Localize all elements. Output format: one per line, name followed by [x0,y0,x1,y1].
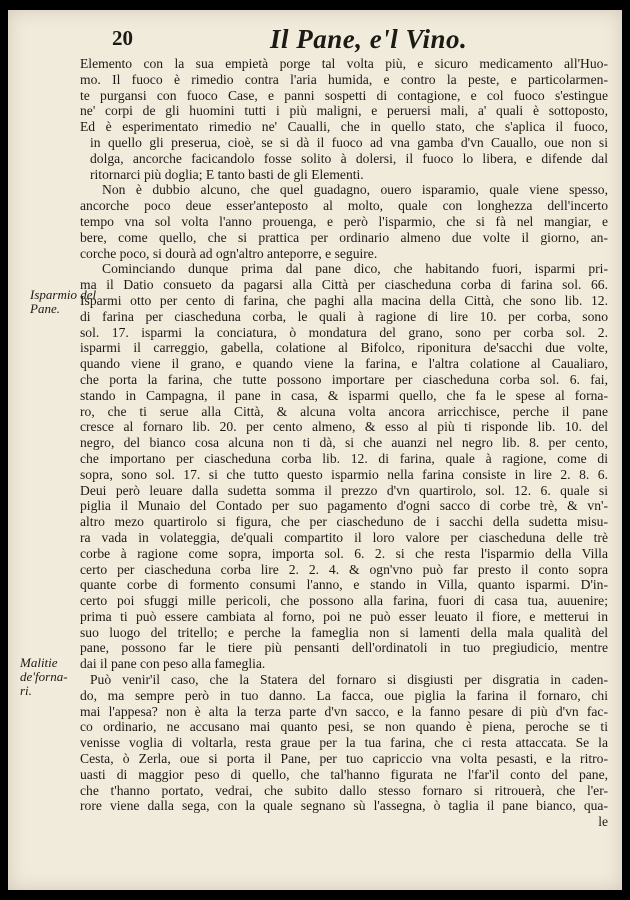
text-line: isparmi il carreggio, gabella, colatione al Bifolco, riponitura de'sacchi due volte, [80,340,608,356]
text-line: certo poi sfuggi mille pericoli, che possono alla farina, fuori di casa tua, auuenire; [80,593,608,609]
text-line: uasti di maggior peso di quello, che tal'hanno figurata ne l'far'il conto del pane, [80,766,608,782]
text-line: co ordinario, ne accusano mai quanto pesi, se non quando è piena, peroche se ti [80,719,608,735]
text-line: Non è dubbio alcuno, che quel guadagno, ouero isparamio, quale viene spesso, [102,182,608,198]
text-line: ritornarci più doglia; E tanto basti de gli Elementi. [90,166,364,182]
text-line: corche poco, si dourà ad ogn'altro anteporre, e seguire. [80,245,378,261]
text-line: ancorche poco deue esser'anteposto al molto, quale con longhezza dell'incerto [80,198,608,214]
text-line: Può venir'il caso, che la Statera del fornaro si disgiusti per disgratia in caden- [90,672,608,688]
catchword: le [598,814,608,830]
margin-note-line: Pane. [30,301,60,316]
text-line: Cesta, ò Zerla, oue si porta il Pane, per tuo capriccio vna volta pesasti, e la ritro- [80,751,608,767]
text-line: bere, come quello, che si prattica per ordinario almeno due volte il giorno, an- [80,229,608,245]
book-page [8,10,622,890]
text-line: Cominciando dunque prima dal pane dico, che habitando fuori, isparmi pri- [102,261,608,277]
text-line: ro, che ti serue alla Città, & alcuna volta ancora arricchisce, perche il pane [80,403,608,419]
text-line: mo. Il fuoco è rimedio contra l'aria humida, e contro la peste, e particolarmen- [80,71,608,87]
text-line: Ed è esperimentato rimedio ne' Caualli, che in quello stato, che s'aplica il fuoco, [80,119,608,135]
text-line: ra vada in volateggia, de'quali compartito il loro valore per ciascheduna delle trè [80,529,608,545]
text-line: certo per ciascheduna corba lire 2. 2. 4. & ogn'vno può far presto il conto sopra [80,561,608,577]
body-text [80,56,608,830]
text-line: che importano per ciascheduna corba lib. 12. di farina, quale à ragione, come di [80,450,608,466]
text-line: Isparmi otto per cento di farina, che paghi alla macina della Città, che sono lib. 12. [80,292,608,308]
text-line: suo luogo del tritello; e perche la fameglia non si lamenti della mala qualità del [80,624,608,640]
text-line: quando viene il grano, e quando viene la farina, e l'altra colatione al Caualiaro, [80,356,608,372]
text-line: rore viene dalla sega, con la quale segnano sù l'assegna, ò taglia il pane bianco, qua- [80,798,608,814]
text-line: piglia il Munaio del Contado per suo pagamento d'ogni sacco di corbe trè, & vn'- [80,498,608,514]
text-line: tempo vna sol volta l'anno prouenga, e però l'isparmio, che si fà nel mangiar, e [80,213,608,229]
text-line: in quello gli preserua, cioè, se si dà il fuoco ad vna gamba d'vn Cauallo, oue non si [90,134,608,150]
text-line: quante corbe di formento consumi l'anno, e stando in Villa, quanto isparmi. D'in- [80,577,608,593]
text-line: dai il pane con peso alla fameglia. [80,656,266,672]
text-line: altro mezo quartirolo si figura, che per ciascheduno de i sacchi della sudetta misu- [80,514,608,530]
text-line: negro, del bianco cosa alcuna non ti dà, si che auanzi nel negro lib. 8. per cento, [80,435,608,451]
text-line: ne' corpi de gli huomini tutti i più maligni, e peruersi mali, a' quali è sottoposto, [80,103,608,119]
text-line: che porta la farina, che tutte possono importare per ciascheduna corba sol. 6. fai, [80,371,608,387]
text-line: Deui però leuare dalla sudetta somma il prezzo d'vn quartirolo, sol. 12. 6. quale si [80,482,608,498]
text-line: pane, possono far le tiere più pensanti dell'ordinatoli in tuo pregiudicio, mentre [80,640,608,656]
margin-note-line: ri. [20,683,32,698]
text-line: te purgansi con fuoco Case, e panni sospetti di contagione, e col fuoco s'estingue [80,87,608,103]
text-line: sopra, sono sol. 17. si che tutto questo isparmio nella farina consiste in lire 2. 8. 6. [80,466,608,482]
text-line: stando in Campagna, il pane in casa, & isparmi quello, che fa le spese al forna- [80,387,608,403]
text-line: ma il Datio consueto da pagarsi alla Città per ciascheduna corba di farina sol. 66. [80,277,608,293]
margin-note-risparmio [30,287,97,316]
text-line: dolga, ancorche facicandolo fosse solito à dolersi, il fuoco lo libera, e difende dal [90,150,608,166]
text-line: prima ti può essere cambiata al forno, poi ne può esser leuato il fiore, e metterui in [80,608,608,624]
page-number: 20 [112,26,133,50]
margin-note-line: de'forna- [20,669,68,684]
text-line: Elemento con la sua empietà porge tal volta più, e sicuro medicamento all'Huo- [80,56,608,71]
text-line: do, ma sempre però in tuo danno. La facca, oue piglia la farina il fornaro, chi [80,687,608,703]
text-line: venisse voglia di voltarla, resta graue per la tua farina, che ci resta attaccata. Se la [80,735,608,751]
text-line: corbe à ragione come sopra, importa sol. 6. 2. si che resta l'isparmio della Villa [80,545,608,561]
text-line: che t'hanno portato, vedrai, che subito dallo stesso fornaro si ritrouerà, che l'er- [80,782,608,798]
margin-note-malitie [20,656,68,698]
margin-note-line: Malitie [20,655,58,670]
text-line: mai l'appesa? non è alta la terza parte d'vn sacco, e la fanno pesare di più d'vn fac- [80,703,608,719]
running-title: Il Pane, e'l Vino. [270,24,468,54]
margin-note-line: Isparmio del [30,287,97,302]
text-line: sol. 17. isparmi la conciatura, ò mondatura del grano, sono per corba sol. 2. [80,324,608,340]
text-line: di farina per ciascheduna corba, le quali à ragione di lire 10. per corba, sono [80,308,608,324]
text-line: cresce al fornaro lib. 20. per cento almeno, & esso al più ti risponde lib. 10. del [80,419,608,435]
